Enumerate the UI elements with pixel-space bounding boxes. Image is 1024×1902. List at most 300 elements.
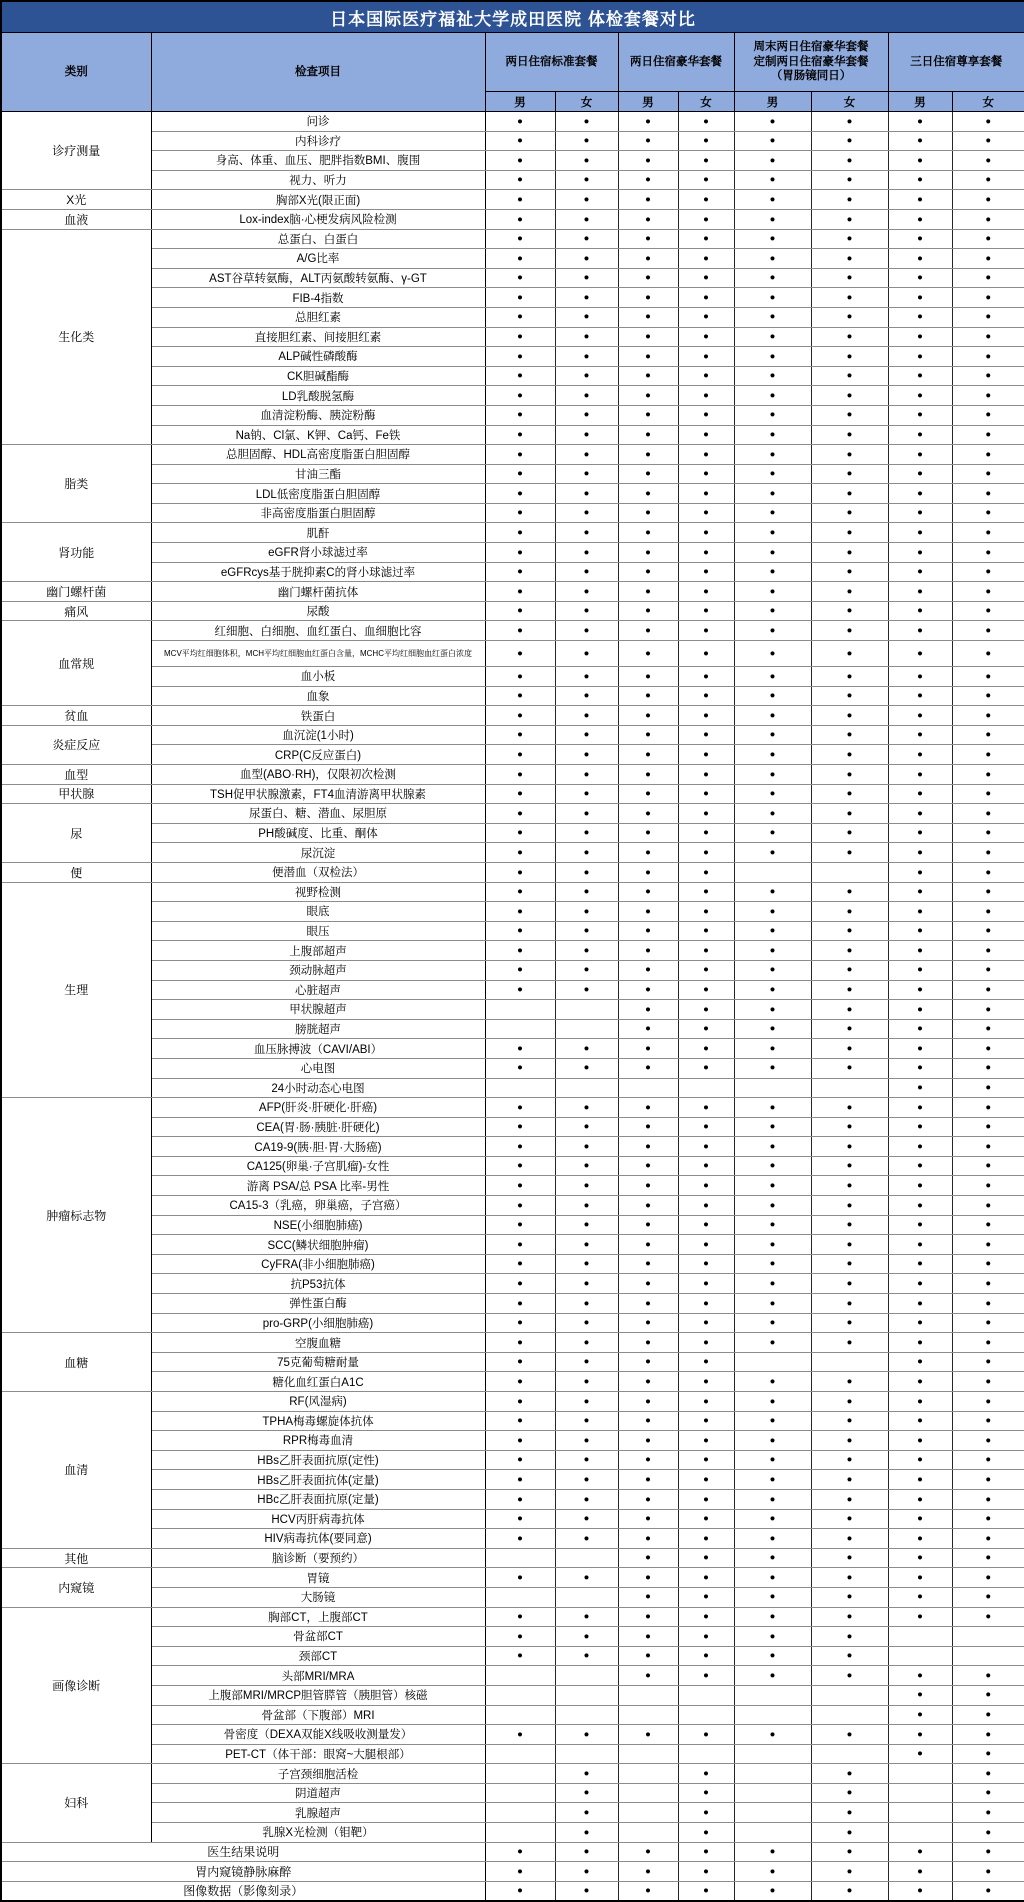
mark-cell: ● [734,503,811,523]
mark-cell: ● [888,327,952,347]
mark-cell: ● [678,1568,734,1588]
mark-cell: ● [811,804,888,824]
mark-cell: ● [734,1881,811,1901]
item-cell: 颈动脉超声 [151,960,485,980]
mark-cell: ● [555,804,618,824]
mark-cell: ● [485,151,555,171]
mark-cell: ● [952,1823,1024,1843]
mark-cell: ● [485,307,555,327]
mark-cell: ● [888,1333,952,1353]
mark-cell: ● [734,980,811,1000]
mark-cell: ● [734,641,811,667]
mark-cell [734,1823,811,1843]
mark-cell: ● [555,1294,618,1314]
mark-cell: ● [555,706,618,726]
mark-cell: ● [952,1431,1024,1451]
mark-cell: ● [952,543,1024,563]
mark-cell: ● [678,425,734,445]
mark-cell: ● [678,484,734,504]
mark-cell: ● [678,1313,734,1333]
mark-cell: ● [734,1587,811,1607]
category-cell: 生化类 [1,229,151,445]
mark-cell: ● [555,862,618,882]
mark-cell: ● [734,941,811,961]
mark-cell: ● [555,882,618,902]
mark-cell: ● [734,1372,811,1392]
mark-cell: ● [618,307,678,327]
mark-cell: ● [618,1019,678,1039]
mark-cell: ● [734,209,811,229]
mark-cell: ● [485,425,555,445]
mark-cell: ● [555,464,618,484]
item-cell: 眼底 [151,902,485,922]
mark-cell: ● [811,1842,888,1862]
mark-cell: ● [888,601,952,621]
mark-cell: ● [734,1509,811,1529]
mark-cell: ● [888,1137,952,1157]
mark-cell: ● [888,804,952,824]
mark-cell: ● [485,1117,555,1137]
mark-cell: ● [678,765,734,785]
mark-cell: ● [485,1274,555,1294]
mark-cell [734,1764,811,1784]
mark-cell: ● [555,1196,618,1216]
mark-cell: ● [734,1529,811,1549]
mark-cell: ● [678,1392,734,1412]
item-cell: NSE(小细胞肺癌) [151,1215,485,1235]
gender-header-male: 男 [734,92,811,112]
mark-cell: ● [811,445,888,465]
item-cell: 尿蛋白、糖、潜血、尿胆原 [151,804,485,824]
mark-cell: ● [555,1431,618,1451]
mark-cell: ● [811,288,888,308]
mark-cell: ● [734,347,811,367]
mark-cell: ● [952,621,1024,641]
mark-cell: ● [734,706,811,726]
mark-cell [734,1783,811,1803]
mark-cell: ● [888,562,952,582]
item-cell: CK胆碱酯酶 [151,366,485,386]
mark-cell: ● [734,1450,811,1470]
mark-cell: ● [555,980,618,1000]
mark-cell: ● [678,1587,734,1607]
mark-cell: ● [485,641,555,667]
mark-cell: ● [618,151,678,171]
mark-cell: ● [618,1529,678,1549]
mark-cell: ● [952,1470,1024,1490]
mark-cell: ● [678,582,734,602]
mark-cell: ● [618,1470,678,1490]
mark-cell: ● [734,1470,811,1490]
mark-cell: ● [734,725,811,745]
mark-cell: ● [888,112,952,132]
mark-cell: ● [811,1509,888,1529]
mark-cell: ● [485,503,555,523]
mark-cell: ● [952,1019,1024,1039]
footer-label-cell: 图像数据（影像刻录） [1,1881,485,1901]
mark-cell: ● [952,582,1024,602]
mark-cell: ● [734,1548,811,1568]
mark-cell: ● [678,445,734,465]
mark-cell: ● [952,209,1024,229]
mark-cell: ● [952,347,1024,367]
item-cell: Na钠、Cl氯、K钾、Ca钙、Fe铁 [151,425,485,445]
mark-cell: ● [734,307,811,327]
category-cell: 贫血 [1,706,151,726]
mark-cell: ● [811,1627,888,1647]
mark-cell: ● [811,1725,888,1745]
mark-cell: ● [618,445,678,465]
mark-cell: ● [734,1254,811,1274]
mark-cell: ● [811,1019,888,1039]
item-cell: 子宫颈细胞活检 [151,1764,485,1784]
mark-cell: ● [618,862,678,882]
mark-cell: ● [678,1039,734,1059]
mark-cell: ● [678,980,734,1000]
mark-cell: ● [618,543,678,563]
mark-cell: ● [811,1333,888,1353]
mark-cell: ● [888,268,952,288]
mark-cell: ● [485,366,555,386]
mark-cell: ● [555,229,618,249]
mark-cell: ● [618,921,678,941]
mark-cell: ● [678,268,734,288]
mark-cell: ● [811,347,888,367]
item-cell: HCV丙肝病毒抗体 [151,1509,485,1529]
mark-cell: ● [678,1842,734,1862]
mark-cell: ● [811,1587,888,1607]
mark-cell: ● [734,1333,811,1353]
mark-cell: ● [888,1235,952,1255]
mark-cell: ● [734,1058,811,1078]
mark-cell: ● [952,823,1024,843]
mark-cell: ● [811,882,888,902]
mark-cell: ● [952,249,1024,269]
mark-cell: ● [618,941,678,961]
mark-cell: ● [555,601,618,621]
item-cell: 便潜血（双检法） [151,862,485,882]
category-cell: 炎症反应 [1,725,151,764]
mark-cell: ● [888,843,952,863]
mark-cell: ● [952,1392,1024,1412]
mark-cell: ● [952,229,1024,249]
mark-cell: ● [811,249,888,269]
item-cell: 眼压 [151,921,485,941]
mark-cell: ● [678,1823,734,1843]
item-cell: CRP(C反应蛋白) [151,745,485,765]
mark-cell: ● [734,1156,811,1176]
mark-cell: ● [734,249,811,269]
item-cell: LD乳酸脱氢酶 [151,386,485,406]
mark-cell: ● [888,1431,952,1451]
category-cell: 血型 [1,765,151,785]
mark-cell: ● [811,582,888,602]
mark-cell: ● [811,1176,888,1196]
mark-cell: ● [678,464,734,484]
mark-cell: ● [952,1176,1024,1196]
item-cell: 胸部CT，上腹部CT [151,1607,485,1627]
mark-cell: ● [952,1215,1024,1235]
mark-cell: ● [734,190,811,210]
mark-cell: ● [811,1254,888,1274]
mark-cell [811,1705,888,1725]
mark-cell: ● [888,1058,952,1078]
mark-cell: ● [888,1196,952,1216]
mark-cell: ● [555,1568,618,1588]
mark-cell: ● [888,1372,952,1392]
mark-cell: ● [678,1431,734,1451]
mark-cell: ● [678,1607,734,1627]
mark-cell: ● [811,1313,888,1333]
mark-cell: ● [811,386,888,406]
mark-cell: ● [734,601,811,621]
mark-cell: ● [952,288,1024,308]
mark-cell: ● [952,1744,1024,1764]
mark-cell: ● [485,268,555,288]
mark-cell: ● [888,706,952,726]
mark-cell: ● [485,765,555,785]
mark-cell: ● [678,1764,734,1784]
mark-cell: ● [888,543,952,563]
mark-cell: ● [485,112,555,132]
mark-cell: ● [811,1803,888,1823]
item-cell: AFP(肝炎·肝硬化·肝癌) [151,1098,485,1118]
mark-cell: ● [734,843,811,863]
mark-cell: ● [952,784,1024,804]
mark-cell: ● [952,686,1024,706]
mark-cell: ● [888,1294,952,1314]
mark-cell: ● [811,1470,888,1490]
mark-cell [485,1666,555,1686]
mark-cell: ● [734,386,811,406]
mark-cell: ● [618,621,678,641]
mark-cell: ● [485,249,555,269]
mark-cell: ● [678,386,734,406]
mark-cell: ● [888,823,952,843]
mark-cell: ● [734,1117,811,1137]
mark-cell: ● [734,1176,811,1196]
mark-cell [485,1078,555,1098]
mark-cell: ● [952,941,1024,961]
mark-cell: ● [811,1568,888,1588]
mark-cell: ● [485,601,555,621]
mark-cell: ● [888,745,952,765]
mark-cell: ● [618,327,678,347]
mark-cell: ● [555,1450,618,1470]
mark-cell: ● [618,1176,678,1196]
mark-cell: ● [678,960,734,980]
item-cell: 尿酸 [151,601,485,621]
mark-cell [811,1352,888,1372]
item-cell: 头部MRI/MRA [151,1666,485,1686]
mark-cell: ● [811,425,888,445]
mark-cell: ● [485,1842,555,1862]
mark-cell: ● [734,1862,811,1882]
mark-cell: ● [678,1725,734,1745]
mark-cell: ● [485,1431,555,1451]
mark-cell: ● [734,1725,811,1745]
mark-cell: ● [888,1078,952,1098]
mark-cell: ● [952,1783,1024,1803]
mark-cell: ● [678,112,734,132]
mark-cell: ● [485,1039,555,1059]
mark-cell: ● [888,1509,952,1529]
mark-cell: ● [888,1039,952,1059]
item-cell: 视野检测 [151,882,485,902]
mark-cell [555,1685,618,1705]
mark-cell: ● [618,1627,678,1647]
item-cell: 糖化血红蛋白A1C [151,1372,485,1392]
mark-cell: ● [734,784,811,804]
category-cell: 甲状腺 [1,784,151,804]
mark-cell: ● [618,386,678,406]
mark-cell: ● [734,1274,811,1294]
mark-cell: ● [618,1000,678,1020]
mark-cell: ● [811,902,888,922]
mark-cell: ● [555,1333,618,1353]
item-cell: 甘油三酯 [151,464,485,484]
mark-cell: ● [485,1627,555,1647]
mark-cell: ● [952,902,1024,922]
mark-cell: ● [555,1372,618,1392]
mark-cell: ● [952,327,1024,347]
mark-cell: ● [952,1313,1024,1333]
mark-cell: ● [952,1666,1024,1686]
mark-cell [618,1803,678,1823]
category-column-header: 类别 [1,33,151,112]
mark-cell: ● [555,445,618,465]
mark-cell: ● [678,1019,734,1039]
mark-cell: ● [555,1509,618,1529]
mark-cell: ● [618,170,678,190]
mark-cell: ● [678,823,734,843]
mark-cell: ● [555,1058,618,1078]
mark-cell: ● [678,784,734,804]
mark-cell: ● [618,229,678,249]
mark-cell: ● [952,882,1024,902]
mark-cell: ● [678,804,734,824]
mark-cell: ● [618,1098,678,1118]
mark-cell [485,1764,555,1784]
mark-cell: ● [734,1411,811,1431]
mark-cell: ● [485,1568,555,1588]
mark-cell: ● [952,1078,1024,1098]
mark-cell: ● [618,601,678,621]
mark-cell: ● [952,1235,1024,1255]
mark-cell [888,1646,952,1666]
mark-cell: ● [888,131,952,151]
mark-cell: ● [734,582,811,602]
mark-cell [734,1685,811,1705]
mark-cell: ● [485,1646,555,1666]
mark-cell: ● [952,1254,1024,1274]
mark-cell [485,1823,555,1843]
mark-cell [618,1744,678,1764]
category-cell: 便 [1,862,151,882]
item-cell: 血型(ABO·RH)，仅限初次检测 [151,765,485,785]
mark-cell: ● [618,980,678,1000]
mark-cell [811,862,888,882]
mark-cell: ● [811,543,888,563]
mark-cell: ● [618,1313,678,1333]
mark-cell: ● [555,523,618,543]
mark-cell: ● [678,1372,734,1392]
mark-cell: ● [618,1725,678,1745]
mark-cell: ● [485,543,555,563]
mark-cell: ● [678,288,734,308]
mark-cell: ● [678,229,734,249]
category-cell: 尿 [1,804,151,863]
mark-cell: ● [555,307,618,327]
mark-cell: ● [618,1548,678,1568]
mark-cell: ● [888,1568,952,1588]
mark-cell: ● [678,1627,734,1647]
mark-cell: ● [888,686,952,706]
mark-cell: ● [618,1489,678,1509]
mark-cell: ● [734,562,811,582]
mark-cell: ● [485,347,555,367]
mark-cell: ● [811,941,888,961]
mark-cell: ● [618,1607,678,1627]
item-cell: MCV平均红细胞体积，MCH平均红细胞血红蛋白含量，MCHC平均红细胞血红蛋白浓度 [151,641,485,667]
mark-cell: ● [952,1137,1024,1157]
mark-cell: ● [952,112,1024,132]
mark-cell: ● [555,1254,618,1274]
mark-cell: ● [952,706,1024,726]
mark-cell: ● [811,170,888,190]
mark-cell: ● [678,706,734,726]
mark-cell: ● [811,523,888,543]
gender-header-male: 男 [618,92,678,112]
item-cell: 胸部X光(限正面) [151,190,485,210]
mark-cell: ● [678,190,734,210]
mark-cell: ● [618,1587,678,1607]
mark-cell: ● [888,209,952,229]
mark-cell: ● [811,641,888,667]
mark-cell: ● [952,190,1024,210]
mark-cell: ● [618,960,678,980]
mark-cell: ● [678,1529,734,1549]
item-cell: 心脏超声 [151,980,485,1000]
mark-cell: ● [618,1352,678,1372]
item-cell: SCC(鳞状细胞肿瘤) [151,1235,485,1255]
mark-cell: ● [888,980,952,1000]
mark-cell: ● [485,1450,555,1470]
mark-cell: ● [618,1274,678,1294]
item-cell: 内科诊疗 [151,131,485,151]
mark-cell: ● [555,823,618,843]
mark-cell: ● [888,1587,952,1607]
item-cell: 24小时动态心电图 [151,1078,485,1098]
mark-cell: ● [485,784,555,804]
mark-cell: ● [555,1117,618,1137]
mark-cell: ● [678,503,734,523]
mark-cell: ● [811,484,888,504]
mark-cell: ● [734,327,811,347]
mark-cell: ● [678,366,734,386]
mark-cell: ● [485,386,555,406]
mark-cell: ● [618,1039,678,1059]
mark-cell: ● [888,1254,952,1274]
mark-cell: ● [618,706,678,726]
mark-cell: ● [952,1587,1024,1607]
mark-cell: ● [888,425,952,445]
item-cell: HBs乙肝表面抗体(定量) [151,1470,485,1490]
item-cell: 总胆红素 [151,307,485,327]
mark-cell: ● [485,725,555,745]
mark-cell: ● [555,170,618,190]
category-cell: 肿瘤标志物 [1,1098,151,1333]
